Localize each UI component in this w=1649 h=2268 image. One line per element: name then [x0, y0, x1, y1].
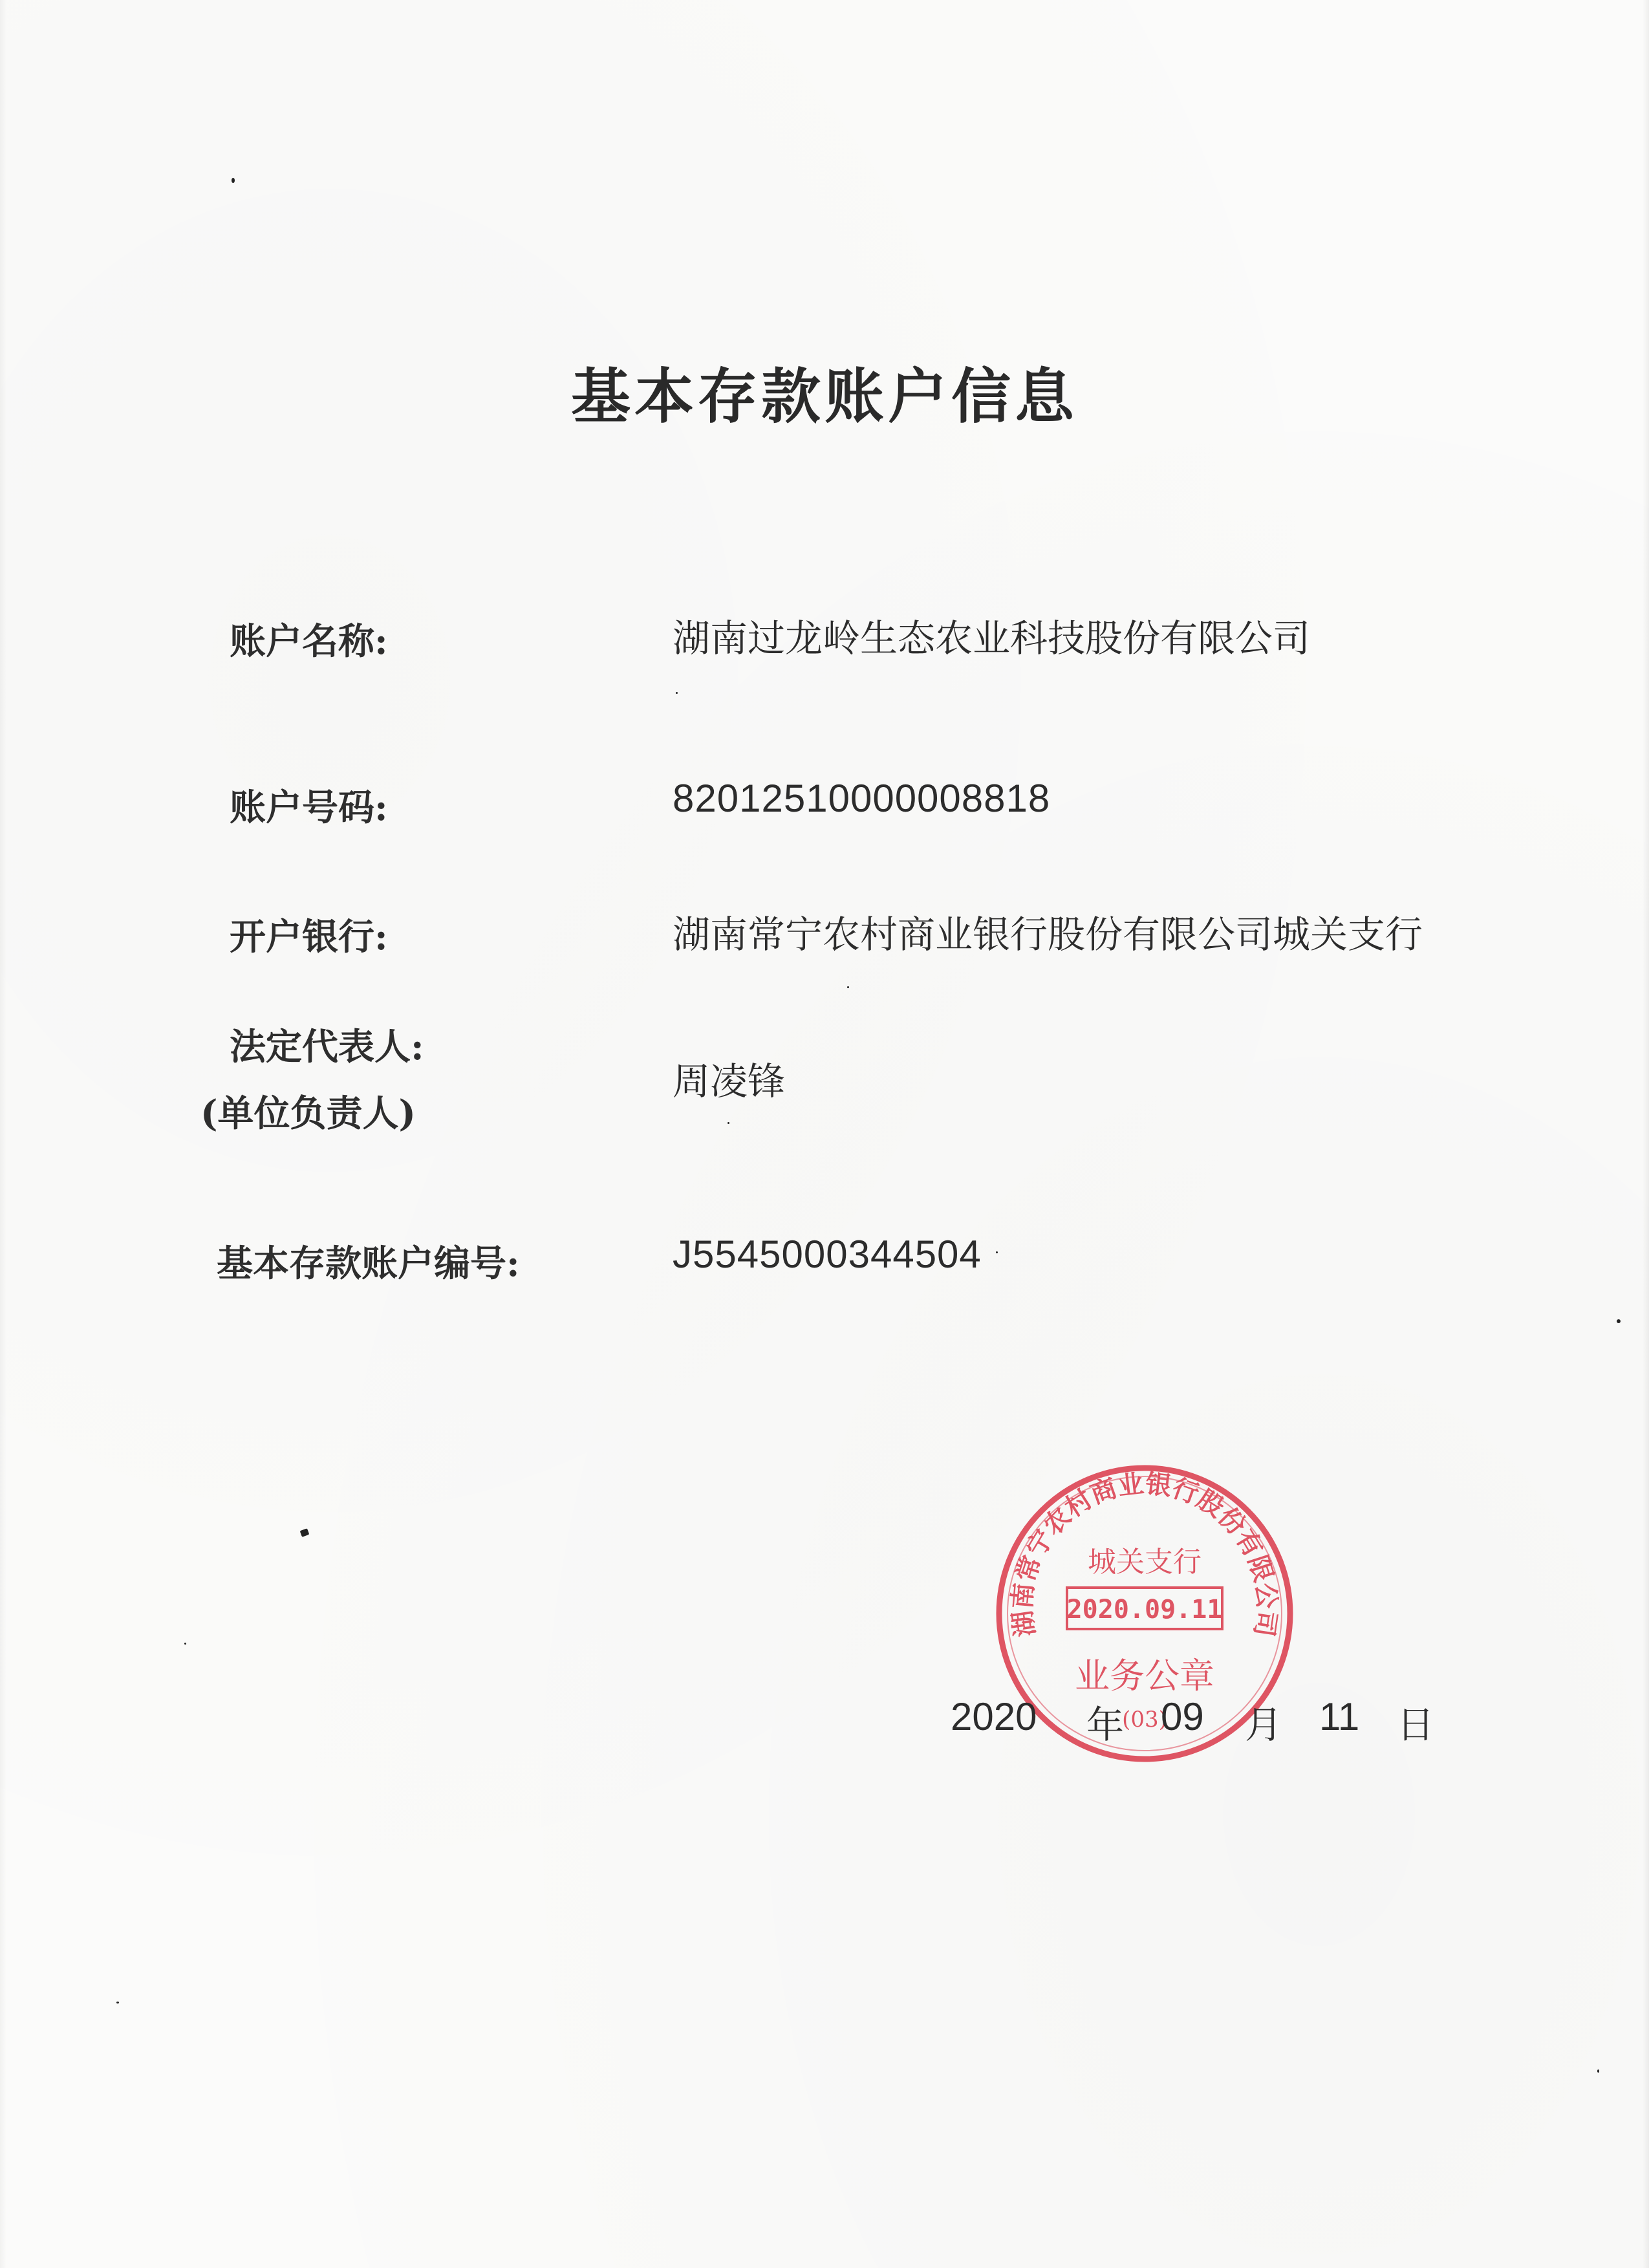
seal-branch-text: 城关支行 [1088, 1546, 1202, 1579]
scan-speck [727, 1122, 729, 1124]
bank-label: 开户银行: [230, 916, 388, 958]
document-title: 基本存款账户信息 [570, 362, 1078, 431]
account-name-label: 账户名称: [230, 620, 388, 663]
date-month-unit: 月 [1245, 1703, 1283, 1747]
scan-speck [300, 1528, 310, 1537]
account-name-value: 湖南过龙岭生态农业科技股份有限公司 [673, 616, 1311, 660]
scan-speck [184, 1643, 186, 1645]
date-day: 11 [1319, 1695, 1360, 1738]
legal-rep-value: 周凌锋 [673, 1059, 786, 1103]
scan-speck [676, 692, 678, 694]
date-day-unit: 日 [1397, 1703, 1435, 1747]
scan-speck [232, 178, 235, 183]
date-year-unit: 年 [1086, 1703, 1125, 1747]
account-number-value: 82012510000008818 [673, 777, 1051, 820]
scan-speck [996, 1251, 998, 1253]
scan-edge-right [1643, 0, 1649, 2268]
scan-speck [1597, 2069, 1599, 2073]
seal-ring-text: 湖南常宁农村商业银行股份有限公司 [1007, 1468, 1282, 1639]
seal-purpose-text: 业务公章 [1075, 1656, 1214, 1696]
bank-value: 湖南常宁农村商业银行股份有限公司城关支行 [673, 913, 1423, 956]
seal-date-stamp: 2020.09.11 [1066, 1595, 1223, 1625]
seal-code-text: (03) [1122, 1707, 1167, 1733]
basic-account-id-label: 基本存款账户编号: [217, 1242, 520, 1285]
scan-speck [116, 2002, 119, 2003]
legal-rep-label: 法定代表人: [230, 1026, 424, 1068]
date-year: 2020 [951, 1695, 1037, 1738]
account-number-label: 账户号码: [230, 786, 388, 829]
scan-speck [1617, 1319, 1621, 1323]
scan-speck [847, 986, 849, 988]
scan-edge-left [0, 0, 6, 2268]
legal-rep-sublabel: (单位负责人) [200, 1092, 416, 1135]
basic-account-id-value: J5545000344504 [673, 1233, 982, 1276]
date-month: 09 [1161, 1695, 1204, 1738]
